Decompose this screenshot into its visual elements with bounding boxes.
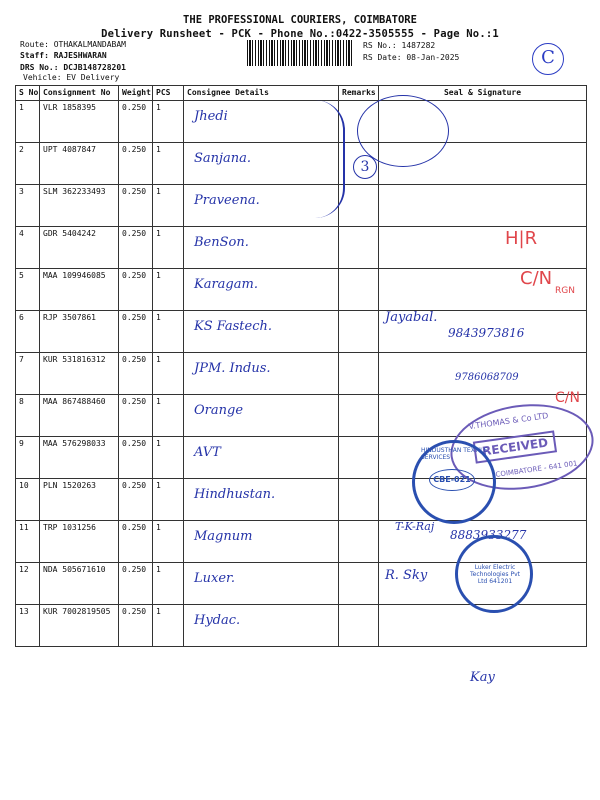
cell-consignee (184, 521, 339, 563)
cell-consignment: GDR 5404242 (40, 227, 119, 269)
cell-pcs: 1 (153, 521, 184, 563)
cell-pcs: 1 (153, 143, 184, 185)
phone-row6: 9843973816 (448, 326, 525, 340)
cell-pcs: 1 (153, 395, 184, 437)
cell-pcs: 1 (153, 311, 184, 353)
company-title: THE PROFESSIONAL COURIERS, COIMBATORE (183, 14, 417, 26)
cell-weight: 0.250 (119, 269, 153, 311)
rs-date: RS Date: 08-Jan-2025 (363, 53, 460, 62)
cell-pcs: 1 (153, 269, 184, 311)
consignee-handwriting: Orange (194, 403, 244, 418)
cell-sno: 3 (16, 185, 40, 227)
cell-consignment: SLM 362233493 (40, 185, 119, 227)
circled-number: 3 (353, 155, 377, 179)
circle-c-mark: C (532, 43, 564, 75)
cell-consignee (184, 563, 339, 605)
signature-row11: T-K-Raj (395, 520, 435, 533)
cell-sno: 4 (16, 227, 40, 269)
cell-consignee (184, 395, 339, 437)
table-row (16, 269, 587, 311)
consignee-handwriting: Praveena. (194, 193, 260, 208)
consignee-handwriting: JPM. Indus. (194, 361, 271, 376)
cell-consignment: MAA 867488460 (40, 395, 119, 437)
cell-sno: 2 (16, 143, 40, 185)
handwritten-brace (315, 100, 345, 218)
bottom-signature: Kay (470, 670, 495, 685)
cell-sno: 12 (16, 563, 40, 605)
cell-sno: 9 (16, 437, 40, 479)
cell-remarks (339, 521, 379, 563)
consignee-handwriting: Sanjana. (194, 151, 252, 166)
table-row (16, 101, 587, 143)
rs-number: RS No.: 1487282 (363, 41, 436, 50)
cell-weight: 0.250 (119, 437, 153, 479)
signature-row6: Jayabal. (385, 310, 438, 325)
cell-sno: 13 (16, 605, 40, 647)
cell-weight: 0.250 (119, 521, 153, 563)
cell-remarks (339, 605, 379, 647)
cell-consignee (184, 437, 339, 479)
cell-remarks (339, 395, 379, 437)
col-weight: Weight (119, 86, 153, 101)
cell-sno: 11 (16, 521, 40, 563)
cell-consignment: VLR 1858395 (40, 101, 119, 143)
cell-consignee (184, 353, 339, 395)
col-pcs: PCS (153, 86, 184, 101)
cell-consignment: NDA 505671610 (40, 563, 119, 605)
drs-label: DRS No.: DCJB148728201 (20, 63, 126, 72)
stamp-center-code: CBE-021 (429, 469, 475, 491)
table-row (16, 227, 587, 269)
col-remarks: Remarks (339, 86, 379, 101)
signature-row12: R. Sky (385, 568, 428, 583)
cell-consignment: PLN 1520263 (40, 479, 119, 521)
cell-weight: 0.250 (119, 605, 153, 647)
cell-consignment: KUR 7002819505 (40, 605, 119, 647)
consignee-handwriting: Magnum (194, 529, 253, 544)
cell-consignment: MAA 109946085 (40, 269, 119, 311)
cell-sno: 10 (16, 479, 40, 521)
consignee-handwriting: Karagam. (194, 277, 258, 292)
cell-sno: 6 (16, 311, 40, 353)
consignee-handwriting: AVT (194, 445, 221, 460)
cell-consignment: RJP 3507861 (40, 311, 119, 353)
consignee-handwriting: BenSon. (194, 235, 249, 250)
cell-weight: 0.250 (119, 227, 153, 269)
col-consignment: Consignment No (40, 86, 119, 101)
stamp-company: V.THOMAS & Co LTD (468, 411, 549, 432)
remark-cn-row5: C/N (520, 268, 553, 289)
cell-remarks (339, 353, 379, 395)
cell-remarks (339, 437, 379, 479)
phone-row11: 8883933277 (450, 528, 527, 542)
hindusthan-stamp (412, 440, 496, 524)
cell-sno: 5 (16, 269, 40, 311)
col-sno: S No (16, 86, 40, 101)
cell-weight: 0.250 (119, 311, 153, 353)
vehicle-label: Vehicle: EV Delivery (23, 73, 120, 82)
cell-weight: 0.250 (119, 101, 153, 143)
barcode (247, 40, 353, 66)
consignee-handwriting: Hydac. (194, 613, 241, 628)
cell-consignee (184, 479, 339, 521)
runsheet-subtitle: Delivery Runsheet - PCK - Phone No.:0422-3505555 - Page No.:1 (101, 28, 499, 40)
cell-sno: 7 (16, 353, 40, 395)
cell-weight: 0.250 (119, 353, 153, 395)
cell-remarks (339, 227, 379, 269)
consignee-handwriting: Hindhustan. (194, 487, 276, 502)
phone-row7: 9786068709 (455, 372, 519, 383)
consignee-handwriting: Jhedi (194, 109, 228, 124)
cell-weight: 0.250 (119, 563, 153, 605)
cell-weight: 0.250 (119, 143, 153, 185)
cell-remarks (339, 269, 379, 311)
cell-consignee (184, 269, 339, 311)
cell-pcs: 1 (153, 185, 184, 227)
consignee-handwriting: KS Fastech. (194, 319, 273, 334)
cell-pcs: 1 (153, 353, 184, 395)
table-row (16, 143, 587, 185)
cell-weight: 0.250 (119, 395, 153, 437)
remark-hr: H|R (505, 228, 538, 249)
cell-sno: 8 (16, 395, 40, 437)
cell-seal (379, 227, 587, 269)
cell-sno: 1 (16, 101, 40, 143)
col-seal: Seal & Signature (379, 86, 587, 101)
cell-remarks (339, 563, 379, 605)
cell-consignment: TRP 1031256 (40, 521, 119, 563)
cell-remarks (339, 311, 379, 353)
table-row (16, 185, 587, 227)
consignee-handwriting: Luxer. (194, 571, 235, 586)
stamp-ring-text: HINDUSTHAN TEXTILE SERVICES (421, 447, 488, 461)
cell-weight: 0.250 (119, 479, 153, 521)
remark-cn-row8: C/N (555, 390, 580, 406)
cell-remarks (339, 479, 379, 521)
cell-pcs: 1 (153, 479, 184, 521)
cell-pcs: 1 (153, 437, 184, 479)
stamp-luker-text: Luker Electric Technologies Pvt Ltd 641201 (470, 564, 520, 585)
cell-consignment: UPT 4087847 (40, 143, 119, 185)
cell-pcs: 1 (153, 101, 184, 143)
staff-label: Staff: RAJESHWARAN (20, 51, 107, 60)
cell-consignment: MAA 576298033 (40, 437, 119, 479)
luker-stamp (455, 535, 533, 613)
cell-consignee (184, 605, 339, 647)
cell-consignee (184, 227, 339, 269)
table-header-row (16, 86, 587, 101)
cell-pcs: 1 (153, 605, 184, 647)
stamp-received: RECEIVED (473, 430, 558, 463)
cell-pcs: 1 (153, 227, 184, 269)
cell-weight: 0.250 (119, 185, 153, 227)
cell-seal (379, 185, 587, 227)
cell-consignment: KUR 531816312 (40, 353, 119, 395)
stamp-address: COIMBATORE - 641 001 (495, 459, 578, 479)
route-label: Route: OTHAKALMANDABAM (20, 40, 126, 49)
col-consignee: Consignee Details (184, 86, 339, 101)
cell-pcs: 1 (153, 563, 184, 605)
remark-cn-row5-sub: RGN (555, 286, 575, 296)
cell-consignee (184, 311, 339, 353)
